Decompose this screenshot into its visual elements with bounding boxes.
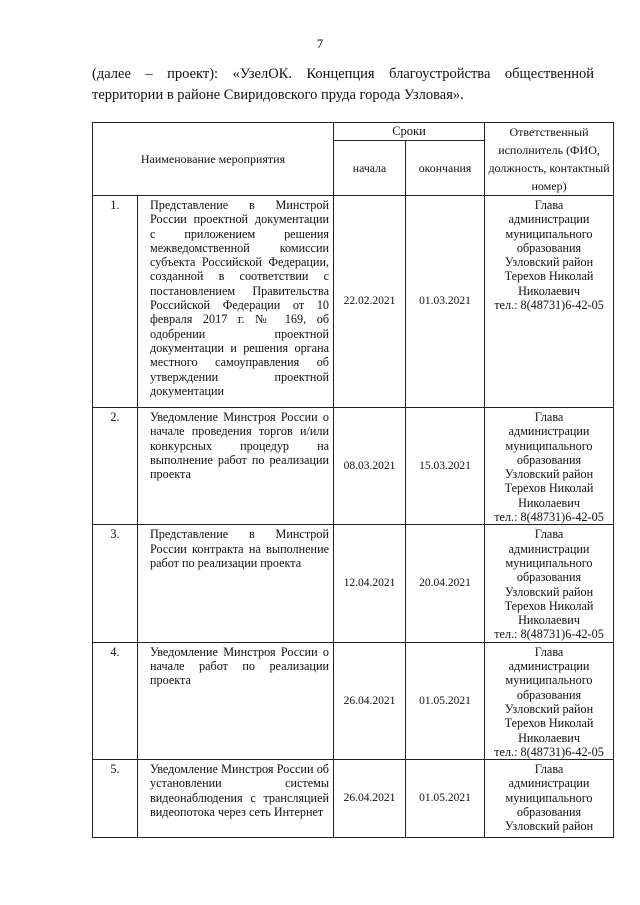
responsible-line: администрации: [508, 541, 590, 556]
row-number: 1.: [93, 196, 138, 408]
row-number: 2.: [93, 408, 138, 525]
responsible-person: [485, 760, 614, 838]
header-terms: Сроки: [334, 123, 485, 141]
responsible-line: тел.: 8(48731)6-42-05: [494, 510, 604, 525]
responsible-line: Терехов Николай: [504, 598, 594, 613]
responsible-line: тел.: 8(48731)6-42-05: [494, 627, 604, 642]
responsible-line: Глава: [534, 410, 564, 424]
table-row: [93, 408, 614, 525]
intro-paragraph: (далее – проект): «УзелОК. Концепция благоустройства общественной территории в районе Свиридовского пруда города Узловая».: [92, 66, 594, 103]
responsible-line: администрации: [508, 424, 590, 439]
responsible-line: Глава: [534, 762, 564, 777]
responsible-person: [485, 408, 614, 525]
responsible-line: Николаевич: [518, 613, 580, 628]
table-body: [93, 196, 614, 838]
event-description: Уведомление Минстроя России о начале проведения торгов и/или конкурсных процедур на выполнение работ по реализации проекта: [138, 408, 334, 525]
responsible-line: Глава: [534, 527, 564, 542]
responsible-line: Глава: [534, 644, 564, 659]
responsible-line: образования: [516, 452, 582, 467]
table-row: [93, 525, 614, 642]
responsible-line: Глава: [534, 198, 564, 212]
responsible-line: тел.: 8(48731)6-42-05: [494, 298, 604, 313]
responsible-line: тел.: 8(48731)6-42-05: [494, 744, 604, 759]
header-event-name: Наименование мероприятия: [93, 123, 334, 196]
row-number: 4.: [93, 642, 138, 759]
header-start-date: начала: [334, 141, 406, 196]
start-date: 26.04.2021: [334, 760, 406, 838]
responsible-line: Узловский район: [504, 819, 594, 834]
events-table: [92, 122, 614, 838]
responsible-line: Узловский район: [504, 467, 594, 482]
end-date: 20.04.2021: [406, 525, 485, 642]
responsible-line: администрации: [508, 659, 590, 674]
responsible-line: Николаевич: [518, 730, 580, 745]
start-date: 12.04.2021: [334, 525, 406, 642]
responsible-line: администрации: [508, 212, 590, 227]
responsible-line: муниципального: [505, 673, 593, 688]
responsible-line: Узловский район: [504, 701, 594, 716]
responsible-line: Узловский район: [504, 584, 594, 599]
page-number: 7: [316, 36, 324, 51]
event-description: Уведомление Минстроя России об установлении системы видеонаблюдения с трансляцией видеопотока через сеть Интернет: [138, 760, 334, 838]
start-date: 08.03.2021: [334, 408, 406, 525]
responsible-line: образования: [516, 240, 582, 255]
start-date: 22.02.2021: [334, 196, 406, 408]
end-date: 01.05.2021: [406, 760, 485, 838]
table-row: [93, 196, 614, 408]
responsible-line: образования: [516, 570, 582, 585]
row-number: 5.: [93, 760, 138, 838]
event-description: Уведомление Минстроя России о начале работ по реализации проекта: [138, 642, 334, 759]
responsible-line: Терехов Николай: [504, 716, 594, 731]
start-date: 26.04.2021: [334, 642, 406, 759]
responsible-line: Терехов Николай: [504, 269, 594, 284]
responsible-line: Терехов Николай: [504, 481, 594, 496]
responsible-line: муниципального: [505, 226, 593, 241]
responsible-line: Узловский район: [504, 255, 594, 270]
end-date: 01.05.2021: [406, 642, 485, 759]
table-row: [93, 760, 614, 838]
responsible-line: муниципального: [505, 438, 593, 453]
event-description: Представление в Минстрой России проектной документации с приложением решения межведомственной комиссии субъекта Российской Федерации, созданной в соответствии с постановлением Правительства Российской Федерации от 10 февраля 2017 г. № 169, об одобрении проектной документации и решения органа местного самоуправления об утверждении проектной документации: [138, 196, 334, 408]
responsible-line: администрации: [508, 776, 590, 791]
responsible-line: муниципального: [505, 555, 593, 570]
end-date: 01.03.2021: [406, 196, 485, 408]
row-number: 3.: [93, 525, 138, 642]
responsible-person: [485, 525, 614, 642]
responsible-line: Николаевич: [518, 495, 580, 510]
responsible-line: Николаевич: [518, 283, 580, 298]
responsible-person: [485, 642, 614, 759]
header-end-date: окончания: [406, 141, 485, 196]
responsible-line: образования: [516, 687, 582, 702]
end-date: 15.03.2021: [406, 408, 485, 525]
responsible-line: муниципального: [505, 790, 593, 805]
table-row: [93, 642, 614, 759]
event-description: Представление в Минстрой России контракта на выполнение работ по реализации проекта: [138, 525, 334, 642]
responsible-line: образования: [516, 805, 582, 820]
header-responsible: Ответственный исполнитель (ФИО, должность, контактный номер): [485, 123, 614, 196]
responsible-person: [485, 196, 614, 408]
